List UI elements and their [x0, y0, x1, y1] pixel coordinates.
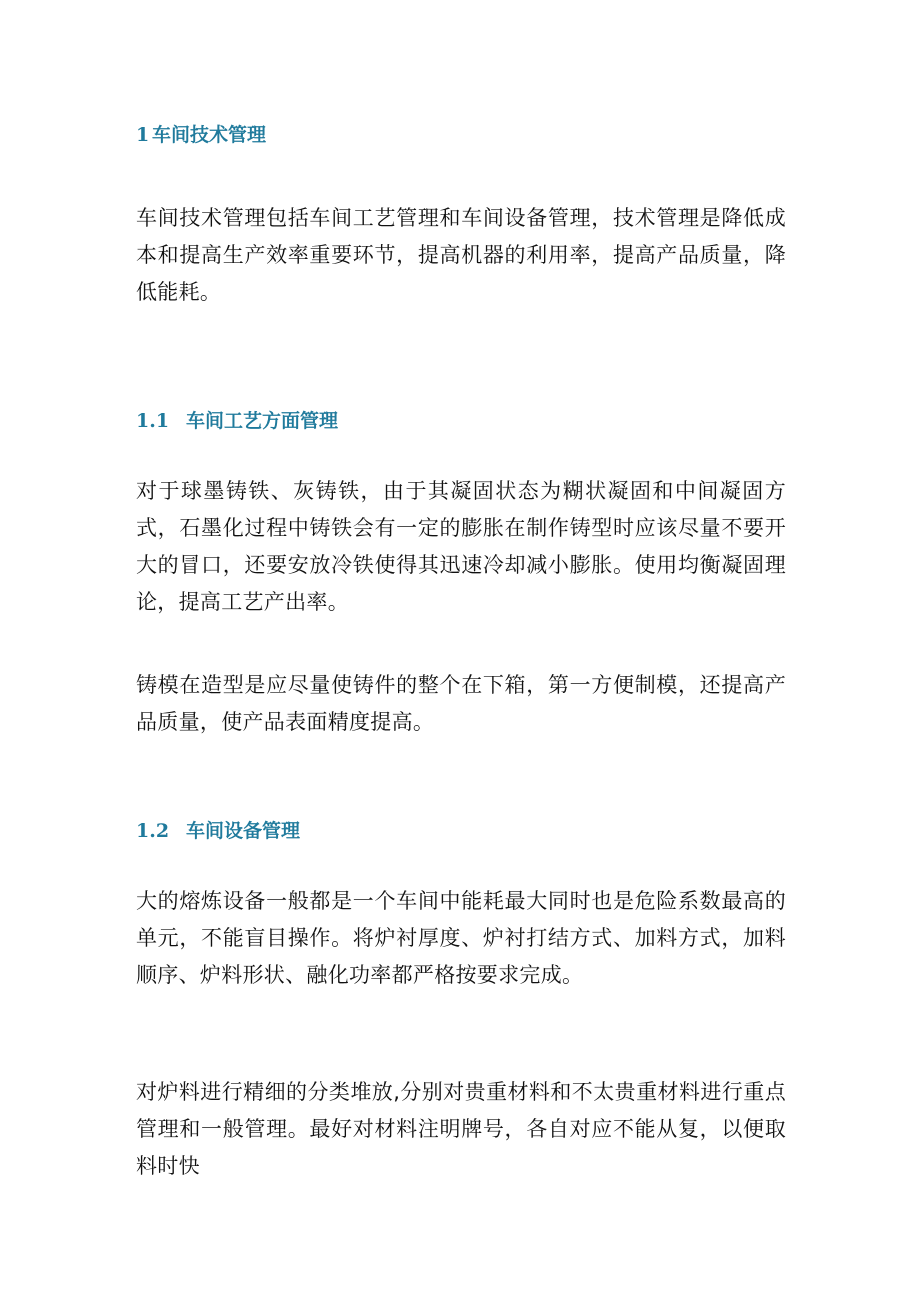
paragraph: 对炉料进行精细的分类堆放,分别对贵重材料和不太贵重材料进行重点管理和一般管理。最好对材料注明牌号，各自对应不能从复，以便取料时快: [136, 1080, 786, 1178]
section-title: 车间工艺方面管理: [186, 410, 339, 432]
paragraph: 大的熔炼设备一般都是一个车间中能耗最大同时也是危险系数最高的单元，不能盲目操作。将炉衬厚度、炉衬打结方式、加料方式，加料顺序、炉料形状、融化功率都严格按要求完成。: [136, 889, 786, 987]
section-number: 1.1: [136, 410, 170, 432]
section-number: 1: [136, 124, 150, 146]
section-title: 车间技术管理: [152, 124, 267, 146]
paragraph: 车间技术管理包括车间工艺管理和车间设备管理，技术管理是降低成本和提高生产效率重要环节，提高机器的利用率，提高产品质量，降低能耗。: [136, 206, 786, 304]
section-heading-1-2: [136, 818, 300, 844]
section-heading-1-1: [136, 408, 338, 434]
paragraph: 铸模在造型是应尽量使铸件的整个在下箱，第一方便制模，还提高产品质量，使产品表面精度提高。: [136, 673, 786, 734]
section-number: 1.2: [136, 820, 170, 842]
section-title: 车间设备管理: [186, 820, 301, 842]
paragraph: 对于球墨铸铁、灰铸铁，由于其凝固状态为糊状凝固和中间凝固方式，石墨化过程中铸铁会有一定的膨胀在制作铸型时应该尽量不要开大的冒口，还要安放冷铁使得其迅速冷却减小膨胀。使用均衡凝固理论，提高工艺产出率。: [136, 479, 786, 614]
section-heading-1: [136, 122, 266, 148]
